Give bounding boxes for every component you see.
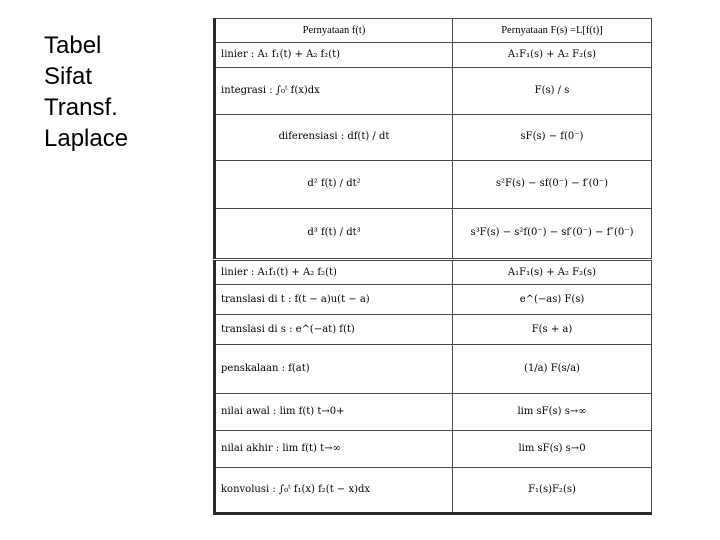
table-row [215, 393, 652, 430]
expression-cell: d² f(t) / dt² [215, 161, 453, 208]
table-row [215, 315, 652, 345]
transform-cell: F(s) / s [453, 68, 652, 114]
transform-cell: lim sF(s) s→∞ [453, 393, 652, 430]
expression-cell: konvolusi : ∫₀ᵗ f₁(x) f₂(t − x)dx [215, 467, 453, 513]
slide-title [44, 30, 128, 154]
table-row [215, 43, 652, 68]
expression-cell: translasi di t : f(t − a)u(t − a) [215, 285, 453, 315]
transform-cell: A₁F₁(s) + A₂ F₂(s) [453, 43, 652, 68]
transform-cell: s²F(s) − sf(0⁻) − f′(0⁻) [453, 161, 652, 208]
header-cell: Pernyataan F(s) =L[f(t)] [453, 19, 652, 43]
table-row [215, 345, 652, 393]
title-line: Sifat [44, 63, 93, 90]
expression-cell: integrasi : ∫₀ᵗ f(x)dx [215, 68, 453, 114]
transform-cell: sF(s) − f(0⁻) [453, 114, 652, 160]
table-header-row [215, 19, 652, 43]
table-row [215, 430, 652, 467]
expression-cell: linier : A₁f₁(t) + A₂ f₂(t) [215, 261, 453, 285]
expression-cell: nilai akhir : lim f(t) t→∞ [215, 430, 453, 467]
expression-cell: d³ f(t) / dt³ [215, 208, 453, 258]
transform-cell: A₁F₁(s) + A₂ F₂(s) [453, 261, 652, 285]
expression-cell: penskalaan : f(at) [215, 345, 453, 393]
table-row [215, 208, 652, 258]
table-row [215, 467, 652, 513]
table-row [215, 261, 652, 285]
transform-cell: e^(−as) F(s) [453, 285, 652, 315]
laplace-table-top [213, 18, 652, 259]
expression-cell: nilai awal : lim f(t) t→0+ [215, 393, 453, 430]
expression-cell: translasi di s : e^(−at) f(t) [215, 315, 453, 345]
expression-cell: diferensiasi : df(t) / dt [215, 114, 453, 160]
title-line: Transf. [44, 94, 118, 121]
table-row [215, 114, 652, 160]
transform-cell: (1/a) F(s/a) [453, 345, 652, 393]
header-cell: Pernyataan f(t) [215, 19, 453, 43]
title-line: Laplace [44, 125, 129, 152]
table-row [215, 285, 652, 315]
title-line: Tabel [44, 32, 102, 59]
transform-cell: s³F(s) − s²f(0⁻) − sf′(0⁻) − f″(0⁻) [453, 208, 652, 258]
transform-cell: lim sF(s) s→0 [453, 430, 652, 467]
table-row [215, 161, 652, 208]
transform-cell: F(s + a) [453, 315, 652, 345]
table-row [215, 68, 652, 114]
transform-cell: F₁(s)F₂(s) [453, 467, 652, 513]
expression-cell: linier : A₁ f₁(t) + A₂ f₂(t) [215, 43, 453, 68]
laplace-table-bottom [213, 260, 652, 515]
